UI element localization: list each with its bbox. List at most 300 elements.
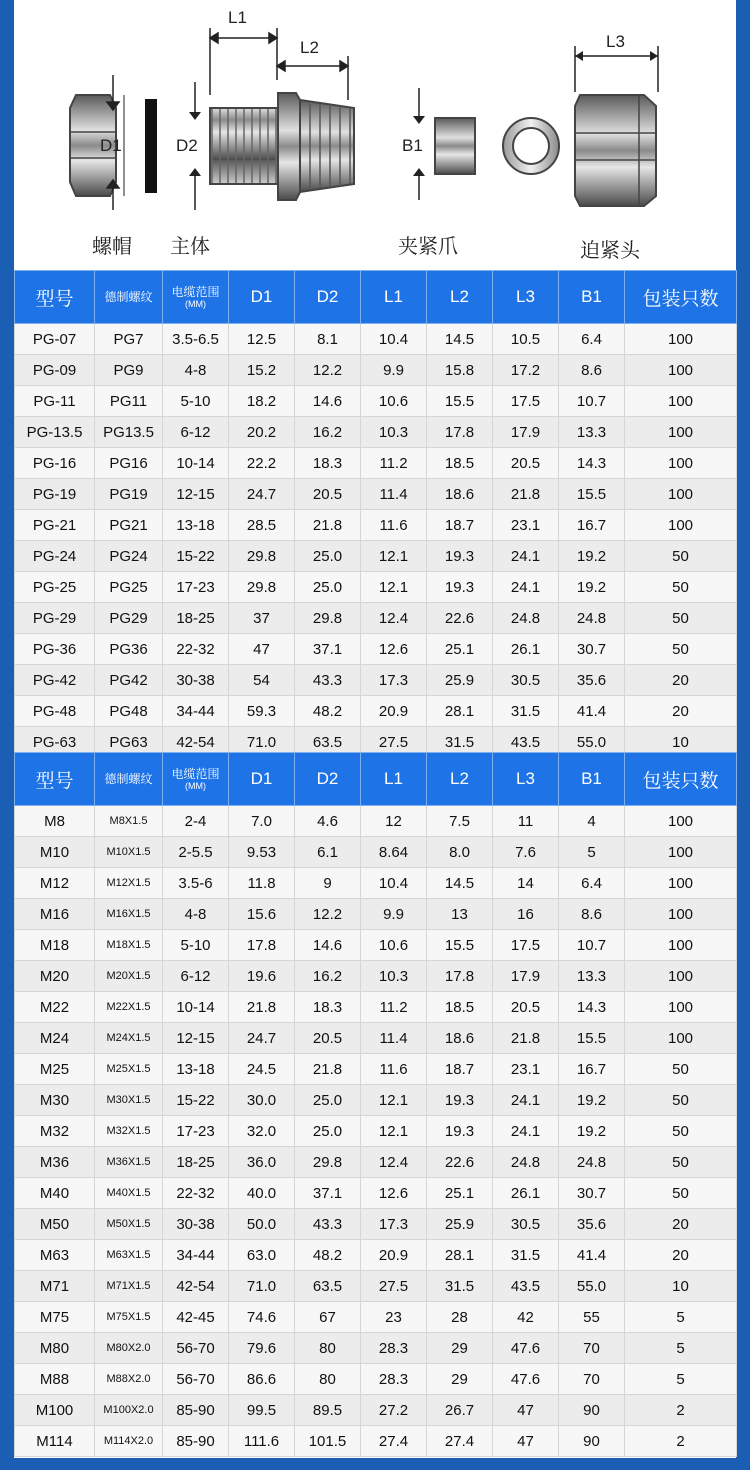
cell-package-qty: 50 — [625, 1147, 737, 1178]
cell-d1: 18.2 — [229, 386, 295, 417]
cell-d1: 99.5 — [229, 1395, 295, 1426]
cell-thread: PG21 — [95, 510, 163, 541]
cell-d1: 32.0 — [229, 1116, 295, 1147]
cell-package-qty: 50 — [625, 1116, 737, 1147]
cell-l2: 19.3 — [427, 572, 493, 603]
metric-table-header — [15, 753, 737, 806]
cell-package-qty: 100 — [625, 1023, 737, 1054]
cell-l3: 17.2 — [493, 355, 559, 386]
cell-d2: 63.5 — [295, 727, 361, 758]
cell-l2: 14.5 — [427, 324, 493, 355]
cell-l3: 23.1 — [493, 1054, 559, 1085]
table-row — [15, 1240, 737, 1271]
header-model: 型号 — [15, 753, 95, 806]
cell-l2: 25.9 — [427, 665, 493, 696]
cell-l3: 7.6 — [493, 837, 559, 868]
table-row — [15, 386, 737, 417]
length-dimensions — [210, 28, 348, 100]
header-l2: L2 — [427, 271, 493, 324]
table-row — [15, 806, 737, 837]
cell-package-qty: 100 — [625, 899, 737, 930]
cell-model: PG-07 — [15, 324, 95, 355]
cell-d1: 19.6 — [229, 961, 295, 992]
cell-thread: M25X1.5 — [95, 1054, 163, 1085]
cell-l2: 31.5 — [427, 1271, 493, 1302]
cell-l3: 17.5 — [493, 930, 559, 961]
cell-d2: 25.0 — [295, 541, 361, 572]
cell-d2: 21.8 — [295, 1054, 361, 1085]
table-row — [15, 541, 737, 572]
cell-d1: 28.5 — [229, 510, 295, 541]
header-cable-range — [163, 753, 229, 806]
cell-package-qty: 100 — [625, 355, 737, 386]
cell-d2: 80 — [295, 1364, 361, 1395]
cell-b1: 4 — [559, 806, 625, 837]
cell-l3: 47.6 — [493, 1333, 559, 1364]
cell-l3: 20.5 — [493, 448, 559, 479]
cell-model: M88 — [15, 1364, 95, 1395]
cell-l2: 25.9 — [427, 1209, 493, 1240]
cell-thread: M100X2.0 — [95, 1395, 163, 1426]
body-part — [189, 82, 354, 210]
cell-b1: 10.7 — [559, 930, 625, 961]
cell-l1: 23 — [361, 1302, 427, 1333]
header-d2: D2 — [295, 271, 361, 324]
table-row — [15, 665, 737, 696]
cell-l1: 12.6 — [361, 634, 427, 665]
cell-thread: PG16 — [95, 448, 163, 479]
cell-b1: 8.6 — [559, 899, 625, 930]
cell-l2: 18.7 — [427, 510, 493, 541]
nut-label: 螺帽 — [92, 234, 132, 258]
cell-l3: 47.6 — [493, 1364, 559, 1395]
cell-d1: 40.0 — [229, 1178, 295, 1209]
cell-l1: 10.4 — [361, 868, 427, 899]
cell-l1: 11.4 — [361, 1023, 427, 1054]
l1-label: L1 — [228, 8, 247, 27]
d2-label: D2 — [176, 136, 198, 155]
header-l2: L2 — [427, 753, 493, 806]
cell-cable-range: 30-38 — [163, 665, 229, 696]
cell-package-qty: 5 — [625, 1364, 737, 1395]
header-cable-range-text: 电缆范围 — [171, 284, 220, 299]
cell-cable-range: 4-8 — [163, 355, 229, 386]
cell-package-qty: 20 — [625, 696, 737, 727]
cell-cable-range: 12-15 — [163, 479, 229, 510]
cell-d2: 29.8 — [295, 603, 361, 634]
cell-package-qty: 2 — [625, 1395, 737, 1426]
table-row — [15, 603, 737, 634]
cell-b1: 16.7 — [559, 1054, 625, 1085]
cell-package-qty: 100 — [625, 386, 737, 417]
cell-model: M40 — [15, 1178, 95, 1209]
cell-d1: 17.8 — [229, 930, 295, 961]
cell-l1: 27.5 — [361, 1271, 427, 1302]
cell-b1: 24.8 — [559, 1147, 625, 1178]
cell-l2: 19.3 — [427, 1085, 493, 1116]
cell-l2: 19.3 — [427, 1116, 493, 1147]
cell-b1: 19.2 — [559, 572, 625, 603]
cell-l1: 9.9 — [361, 355, 427, 386]
cell-package-qty: 100 — [625, 417, 737, 448]
header-d1: D1 — [229, 753, 295, 806]
cell-l1: 28.3 — [361, 1333, 427, 1364]
cell-cable-range: 42-45 — [163, 1302, 229, 1333]
cell-l2: 15.8 — [427, 355, 493, 386]
cell-l1: 12.1 — [361, 541, 427, 572]
cell-model: PG-42 — [15, 665, 95, 696]
cell-l2: 15.5 — [427, 386, 493, 417]
spec-sheet — [14, 0, 736, 1458]
table-row — [15, 572, 737, 603]
cell-l1: 20.9 — [361, 1240, 427, 1271]
cell-package-qty: 50 — [625, 634, 737, 665]
table-row — [15, 1085, 737, 1116]
cell-l1: 10.6 — [361, 386, 427, 417]
cell-cable-range: 18-25 — [163, 603, 229, 634]
cell-l3: 31.5 — [493, 696, 559, 727]
cell-d2: 63.5 — [295, 1271, 361, 1302]
cell-model: PG-24 — [15, 541, 95, 572]
cell-b1: 55 — [559, 1302, 625, 1333]
cell-l3: 42 — [493, 1302, 559, 1333]
cell-model: M36 — [15, 1147, 95, 1178]
cell-thread: PG36 — [95, 634, 163, 665]
cell-cable-range: 6-12 — [163, 961, 229, 992]
cell-d2: 4.6 — [295, 806, 361, 837]
cell-d2: 18.3 — [295, 448, 361, 479]
cell-cable-range: 3.5-6.5 — [163, 324, 229, 355]
table-row — [15, 1147, 737, 1178]
cell-thread: M10X1.5 — [95, 837, 163, 868]
header-package-qty: 包装只数 — [625, 753, 737, 806]
cell-d1: 11.8 — [229, 868, 295, 899]
cell-l1: 12.6 — [361, 1178, 427, 1209]
cell-b1: 19.2 — [559, 1116, 625, 1147]
cell-package-qty: 20 — [625, 1209, 737, 1240]
cell-l3: 21.8 — [493, 1023, 559, 1054]
cell-thread: M71X1.5 — [95, 1271, 163, 1302]
cell-cable-range: 13-18 — [163, 1054, 229, 1085]
cell-thread: M114X2.0 — [95, 1426, 163, 1457]
cell-model: M25 — [15, 1054, 95, 1085]
cell-d2: 16.2 — [295, 961, 361, 992]
table-row — [15, 1209, 737, 1240]
cell-package-qty: 100 — [625, 806, 737, 837]
cell-thread: M32X1.5 — [95, 1116, 163, 1147]
cell-model: PG-48 — [15, 696, 95, 727]
cell-package-qty: 100 — [625, 837, 737, 868]
cell-thread: M40X1.5 — [95, 1178, 163, 1209]
cell-d2: 37.1 — [295, 1178, 361, 1209]
cell-l3: 43.5 — [493, 727, 559, 758]
cell-l1: 11.6 — [361, 1054, 427, 1085]
header-l1: L1 — [361, 753, 427, 806]
cell-b1: 24.8 — [559, 603, 625, 634]
cell-thread: PG25 — [95, 572, 163, 603]
cell-d1: 12.5 — [229, 324, 295, 355]
cell-model: M80 — [15, 1333, 95, 1364]
table-row — [15, 1116, 737, 1147]
table-row — [15, 1395, 737, 1426]
cell-thread: M24X1.5 — [95, 1023, 163, 1054]
cell-cable-range: 4-8 — [163, 899, 229, 930]
cell-d1: 54 — [229, 665, 295, 696]
cell-l1: 12.1 — [361, 1085, 427, 1116]
cell-d1: 24.7 — [229, 1023, 295, 1054]
cell-d1: 37 — [229, 603, 295, 634]
cell-d1: 74.6 — [229, 1302, 295, 1333]
cell-b1: 19.2 — [559, 1085, 625, 1116]
cell-model: M20 — [15, 961, 95, 992]
cell-l2: 13 — [427, 899, 493, 930]
header-l3: L3 — [493, 271, 559, 324]
cell-d2: 25.0 — [295, 572, 361, 603]
cell-d2: 43.3 — [295, 1209, 361, 1240]
cell-d1: 9.53 — [229, 837, 295, 868]
cell-cable-range: 10-14 — [163, 448, 229, 479]
cell-l1: 9.9 — [361, 899, 427, 930]
cell-l1: 12.1 — [361, 1116, 427, 1147]
cell-cable-range: 30-38 — [163, 1209, 229, 1240]
cell-thread: M88X2.0 — [95, 1364, 163, 1395]
header-d2: D2 — [295, 753, 361, 806]
cell-l2: 15.5 — [427, 930, 493, 961]
cell-cable-range: 42-54 — [163, 727, 229, 758]
cell-l1: 27.2 — [361, 1395, 427, 1426]
sealing-head-label: 迫紧头 — [580, 238, 640, 262]
pg-spec-table — [14, 270, 737, 758]
cell-cable-range: 85-90 — [163, 1395, 229, 1426]
cell-thread: M8X1.5 — [95, 806, 163, 837]
cell-cable-range: 56-70 — [163, 1364, 229, 1395]
cell-model: M50 — [15, 1209, 95, 1240]
cell-thread: M22X1.5 — [95, 992, 163, 1023]
cell-d2: 16.2 — [295, 417, 361, 448]
cell-cable-range: 2-5.5 — [163, 837, 229, 868]
cell-l2: 14.5 — [427, 868, 493, 899]
header-thread: 德制螺纹 — [95, 753, 163, 806]
table-row — [15, 1054, 737, 1085]
table-row — [15, 930, 737, 961]
cell-d2: 48.2 — [295, 696, 361, 727]
cell-d2: 29.8 — [295, 1147, 361, 1178]
table-row — [15, 1271, 737, 1302]
cell-l3: 16 — [493, 899, 559, 930]
cell-cable-range: 22-32 — [163, 1178, 229, 1209]
cable-gland-diagram — [14, 0, 736, 268]
cell-cable-range: 10-14 — [163, 992, 229, 1023]
cell-l1: 20.9 — [361, 696, 427, 727]
cell-l1: 17.3 — [361, 665, 427, 696]
cell-package-qty: 50 — [625, 1085, 737, 1116]
cell-package-qty: 100 — [625, 510, 737, 541]
cell-b1: 35.6 — [559, 665, 625, 696]
cell-d1: 15.2 — [229, 355, 295, 386]
cell-d2: 6.1 — [295, 837, 361, 868]
cell-thread: M50X1.5 — [95, 1209, 163, 1240]
cell-model: M12 — [15, 868, 95, 899]
cell-d2: 9 — [295, 868, 361, 899]
cell-d2: 8.1 — [295, 324, 361, 355]
cell-l2: 8.0 — [427, 837, 493, 868]
cell-d1: 29.8 — [229, 572, 295, 603]
cell-l1: 11.4 — [361, 479, 427, 510]
cell-d2: 25.0 — [295, 1085, 361, 1116]
cell-model: M63 — [15, 1240, 95, 1271]
cell-cable-range: 15-22 — [163, 1085, 229, 1116]
cell-d1: 47 — [229, 634, 295, 665]
cell-d1: 86.6 — [229, 1364, 295, 1395]
cell-b1: 15.5 — [559, 479, 625, 510]
pg-table-header — [15, 271, 737, 324]
table-row — [15, 1333, 737, 1364]
d1-label: D1 — [100, 136, 122, 155]
cell-l3: 31.5 — [493, 1240, 559, 1271]
cell-l3: 24.1 — [493, 541, 559, 572]
cell-l3: 17.9 — [493, 417, 559, 448]
cell-d2: 18.3 — [295, 992, 361, 1023]
cell-model: M100 — [15, 1395, 95, 1426]
cell-l1: 17.3 — [361, 1209, 427, 1240]
cell-b1: 90 — [559, 1395, 625, 1426]
cell-model: M18 — [15, 930, 95, 961]
cell-l3: 17.5 — [493, 386, 559, 417]
table-row — [15, 1364, 737, 1395]
header-model: 型号 — [15, 271, 95, 324]
cell-cable-range: 2-4 — [163, 806, 229, 837]
cell-l1: 10.4 — [361, 324, 427, 355]
table-row — [15, 634, 737, 665]
cell-d2: 12.2 — [295, 355, 361, 386]
cell-model: PG-19 — [15, 479, 95, 510]
cell-package-qty: 2 — [625, 1426, 737, 1457]
cell-thread: PG48 — [95, 696, 163, 727]
header-b1: B1 — [559, 271, 625, 324]
cell-model: M22 — [15, 992, 95, 1023]
cell-b1: 6.4 — [559, 868, 625, 899]
cell-l2: 26.7 — [427, 1395, 493, 1426]
cell-l2: 25.1 — [427, 1178, 493, 1209]
cell-d2: 48.2 — [295, 1240, 361, 1271]
cell-thread: PG63 — [95, 727, 163, 758]
cell-thread: M75X1.5 — [95, 1302, 163, 1333]
cell-b1: 55.0 — [559, 1271, 625, 1302]
table-row — [15, 868, 737, 899]
cell-l1: 12 — [361, 806, 427, 837]
cell-l1: 12.1 — [361, 572, 427, 603]
cell-l1: 27.5 — [361, 727, 427, 758]
cell-d2: 37.1 — [295, 634, 361, 665]
cell-package-qty: 20 — [625, 1240, 737, 1271]
table-row — [15, 992, 737, 1023]
cell-model: PG-16 — [15, 448, 95, 479]
cell-cable-range: 34-44 — [163, 696, 229, 727]
table-row — [15, 417, 737, 448]
cell-d1: 20.2 — [229, 417, 295, 448]
cell-d2: 80 — [295, 1333, 361, 1364]
cell-thread: M16X1.5 — [95, 899, 163, 930]
cell-b1: 8.6 — [559, 355, 625, 386]
header-cable-range — [163, 271, 229, 324]
cell-l1: 11.2 — [361, 992, 427, 1023]
cell-b1: 19.2 — [559, 541, 625, 572]
cell-thread: PG42 — [95, 665, 163, 696]
cell-l3: 24.8 — [493, 1147, 559, 1178]
cell-l2: 28 — [427, 1302, 493, 1333]
cell-l1: 27.4 — [361, 1426, 427, 1457]
table-row — [15, 510, 737, 541]
cell-cable-range: 13-18 — [163, 510, 229, 541]
clamp-label: 夹紧爪 — [398, 234, 458, 258]
cell-l1: 11.6 — [361, 510, 427, 541]
header-l1: L1 — [361, 271, 427, 324]
cell-l3: 10.5 — [493, 324, 559, 355]
cell-d2: 67 — [295, 1302, 361, 1333]
header-b1: B1 — [559, 753, 625, 806]
cell-cable-range: 6-12 — [163, 417, 229, 448]
cell-l1: 10.6 — [361, 930, 427, 961]
cell-package-qty: 50 — [625, 1054, 737, 1085]
header-cable-range-unit: (MM) — [185, 298, 206, 309]
header-cable-range-unit: (MM) — [185, 780, 206, 791]
cell-b1: 41.4 — [559, 1240, 625, 1271]
header-d1: D1 — [229, 271, 295, 324]
cell-cable-range: 12-15 — [163, 1023, 229, 1054]
cell-package-qty: 5 — [625, 1302, 737, 1333]
cell-d1: 24.5 — [229, 1054, 295, 1085]
l3-label: L3 — [606, 32, 625, 51]
cell-b1: 70 — [559, 1364, 625, 1395]
cell-cable-range: 5-10 — [163, 386, 229, 417]
cell-model: PG-11 — [15, 386, 95, 417]
table-row — [15, 355, 737, 386]
cell-l1: 10.3 — [361, 961, 427, 992]
cell-d2: 12.2 — [295, 899, 361, 930]
cell-b1: 30.7 — [559, 634, 625, 665]
table-row — [15, 1302, 737, 1333]
cell-d1: 24.7 — [229, 479, 295, 510]
cell-l3: 24.1 — [493, 1085, 559, 1116]
cell-b1: 10.7 — [559, 386, 625, 417]
cell-d2: 14.6 — [295, 930, 361, 961]
table-row — [15, 837, 737, 868]
cell-thread: M63X1.5 — [95, 1240, 163, 1271]
cell-thread: M36X1.5 — [95, 1147, 163, 1178]
cell-l2: 25.1 — [427, 634, 493, 665]
cell-b1: 30.7 — [559, 1178, 625, 1209]
cell-d2: 21.8 — [295, 510, 361, 541]
sealing-head-part — [575, 46, 658, 206]
cell-l2: 18.6 — [427, 1023, 493, 1054]
cell-thread: M12X1.5 — [95, 868, 163, 899]
cell-package-qty: 20 — [625, 665, 737, 696]
cell-d1: 111.6 — [229, 1426, 295, 1457]
cell-model: M16 — [15, 899, 95, 930]
cell-package-qty: 5 — [625, 1333, 737, 1364]
cell-b1: 41.4 — [559, 696, 625, 727]
table-row — [15, 448, 737, 479]
diagram-drawing — [14, 0, 736, 268]
seal-ring — [145, 99, 157, 193]
cell-thread: M80X2.0 — [95, 1333, 163, 1364]
cell-model: PG-25 — [15, 572, 95, 603]
cell-thread: M30X1.5 — [95, 1085, 163, 1116]
cell-l1: 28.3 — [361, 1364, 427, 1395]
cell-cable-range: 17-23 — [163, 572, 229, 603]
cell-d1: 22.2 — [229, 448, 295, 479]
cell-package-qty: 10 — [625, 1271, 737, 1302]
